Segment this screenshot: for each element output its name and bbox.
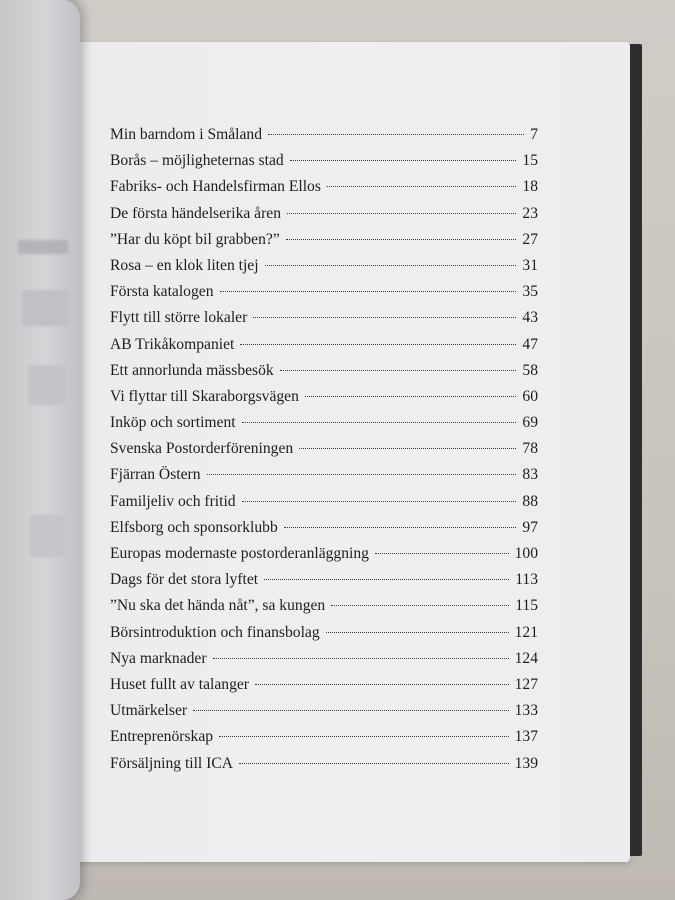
toc-dot-leader	[290, 160, 517, 161]
toc-entry	[110, 305, 538, 331]
toc-dot-leader	[305, 396, 517, 397]
toc-entry-title: Svenska Postorderföreningen	[110, 440, 294, 458]
toc-entry	[110, 436, 538, 462]
toc-dot-leader	[253, 317, 516, 318]
toc-entry-title: Nya marknader	[110, 649, 207, 667]
toc-entry-title: Europas modernaste postorderanläggning	[110, 545, 369, 562]
toc-entry-title: Försäljning till ICA	[110, 754, 234, 772]
toc-dot-leader	[265, 265, 517, 266]
toc-entry	[110, 620, 538, 646]
toc-entry	[110, 751, 538, 777]
toc-entry-title: Flytt till större lokaler	[110, 309, 248, 327]
toc-entry	[110, 122, 538, 148]
toc-entry-title: Dags för det stora lyftet	[110, 571, 259, 589]
toc-entry-title: Elfsborg och sponsorklubb	[110, 518, 278, 536]
toc-entry-page: 121	[514, 623, 538, 641]
left-page-blur-mark	[18, 240, 68, 254]
left-facing-page	[0, 0, 80, 900]
toc-entry-title: Börsintroduktion och finansbolag	[110, 623, 320, 641]
toc-entry	[110, 227, 538, 253]
toc-entry	[110, 724, 538, 750]
toc-dot-leader	[255, 684, 509, 685]
toc-entry-page: 31	[522, 256, 538, 274]
toc-entry-title: Familjeliv och fritid	[110, 492, 236, 510]
toc-entry-title: Inköp och sortiment	[110, 414, 236, 432]
toc-dot-leader	[220, 291, 517, 292]
left-page-blur-mark	[30, 515, 64, 557]
toc-entry-page: 23	[522, 204, 538, 222]
toc-entry-title: ”Har du köpt bil grabben?”	[110, 230, 280, 248]
toc-entry-page: 124	[514, 649, 538, 667]
toc-entry-page: 88	[522, 492, 538, 510]
toc-entry-title: Huset fullt av talanger	[110, 675, 249, 693]
toc-dot-leader	[299, 448, 516, 449]
toc-entry	[110, 201, 538, 227]
toc-dot-leader	[207, 474, 517, 475]
toc-dot-leader	[240, 344, 516, 345]
toc-entry-page: 115	[515, 597, 538, 615]
toc-entry-page: 35	[522, 283, 538, 301]
toc-entry-page: 133	[514, 702, 538, 720]
toc-entry-title: Utmärkelser	[110, 702, 188, 720]
toc-entry-page: 83	[522, 466, 538, 484]
toc-dot-leader	[327, 186, 517, 187]
toc-entry-page: 47	[522, 335, 538, 353]
left-page-blur-mark	[22, 290, 68, 326]
toc-entry-page: 97	[522, 518, 538, 536]
toc-entry-page: 69	[522, 414, 538, 432]
toc-entry	[110, 332, 538, 358]
toc-dot-leader	[331, 605, 509, 606]
toc-dot-leader	[286, 239, 517, 240]
toc-entry-page: 7	[530, 126, 538, 143]
toc-entry-title: Vi flyttar till Skaraborgsvägen	[110, 387, 299, 405]
toc-entry-page: 78	[522, 440, 538, 458]
toc-entry-page: 139	[514, 754, 538, 772]
toc-dot-leader	[239, 763, 509, 764]
toc-entry-page: 43	[522, 309, 538, 327]
toc-entry	[110, 646, 538, 672]
toc-entry-page: 18	[522, 178, 538, 196]
toc-entry	[110, 462, 538, 488]
toc-entry	[110, 593, 538, 619]
toc-entry-page: 58	[522, 361, 538, 379]
toc-entry	[110, 567, 538, 593]
toc-entry-title: Ett annorlunda mässbesök	[110, 361, 274, 379]
toc-dot-leader	[287, 213, 516, 214]
toc-entry	[110, 515, 538, 541]
toc-entry	[110, 541, 538, 567]
toc-entry-title: De första händelserika åren	[110, 204, 282, 222]
toc-entry-title: Fabriks- och Handelsfirman Ellos	[110, 178, 321, 196]
toc-entry-page: 15	[522, 152, 538, 170]
toc-dot-leader	[193, 710, 509, 711]
toc-entry-page: 100	[514, 545, 538, 562]
toc-entry-page: 127	[514, 675, 538, 693]
toc-entry	[110, 358, 538, 384]
toc-entry-title: Första katalogen	[110, 283, 214, 301]
toc-entry-title: Rosa – en klok liten tjej	[110, 256, 259, 274]
toc-entry	[110, 253, 538, 279]
toc-entry-page: 60	[522, 387, 538, 405]
toc-entry	[110, 698, 538, 724]
toc-dot-leader	[242, 501, 517, 502]
toc-dot-leader	[280, 370, 517, 371]
toc-entry	[110, 410, 538, 436]
toc-entry-title: Min barndom i Småland	[110, 126, 263, 143]
toc-entry-title: Borås – möjligheternas stad	[110, 152, 284, 170]
toc-entry	[110, 279, 538, 305]
toc-dot-leader	[213, 658, 509, 659]
toc-entry-title: ”Nu ska det hända nåt”, sa kungen	[110, 597, 326, 615]
toc-entry-title: Entreprenörskap	[110, 728, 214, 746]
toc-entry-title: Fjärran Östern	[110, 466, 201, 484]
toc-entry-page: 137	[514, 728, 538, 746]
toc-entry	[110, 672, 538, 698]
left-page-blur-mark	[28, 365, 66, 405]
toc-dot-leader	[284, 527, 517, 528]
toc-dot-leader	[375, 553, 509, 554]
table-of-contents	[110, 122, 538, 777]
toc-dot-leader	[268, 134, 524, 135]
toc-entry	[110, 148, 538, 174]
toc-entry-title: AB Trikåkompaniet	[110, 335, 235, 353]
toc-entry	[110, 174, 538, 200]
toc-entry	[110, 384, 538, 410]
toc-entry	[110, 489, 538, 515]
toc-dot-leader	[242, 422, 517, 423]
toc-dot-leader	[326, 632, 509, 633]
toc-entry-page: 27	[522, 230, 538, 248]
toc-dot-leader	[219, 736, 509, 737]
toc-entry-page: 113	[515, 571, 538, 589]
toc-dot-leader	[264, 579, 509, 580]
